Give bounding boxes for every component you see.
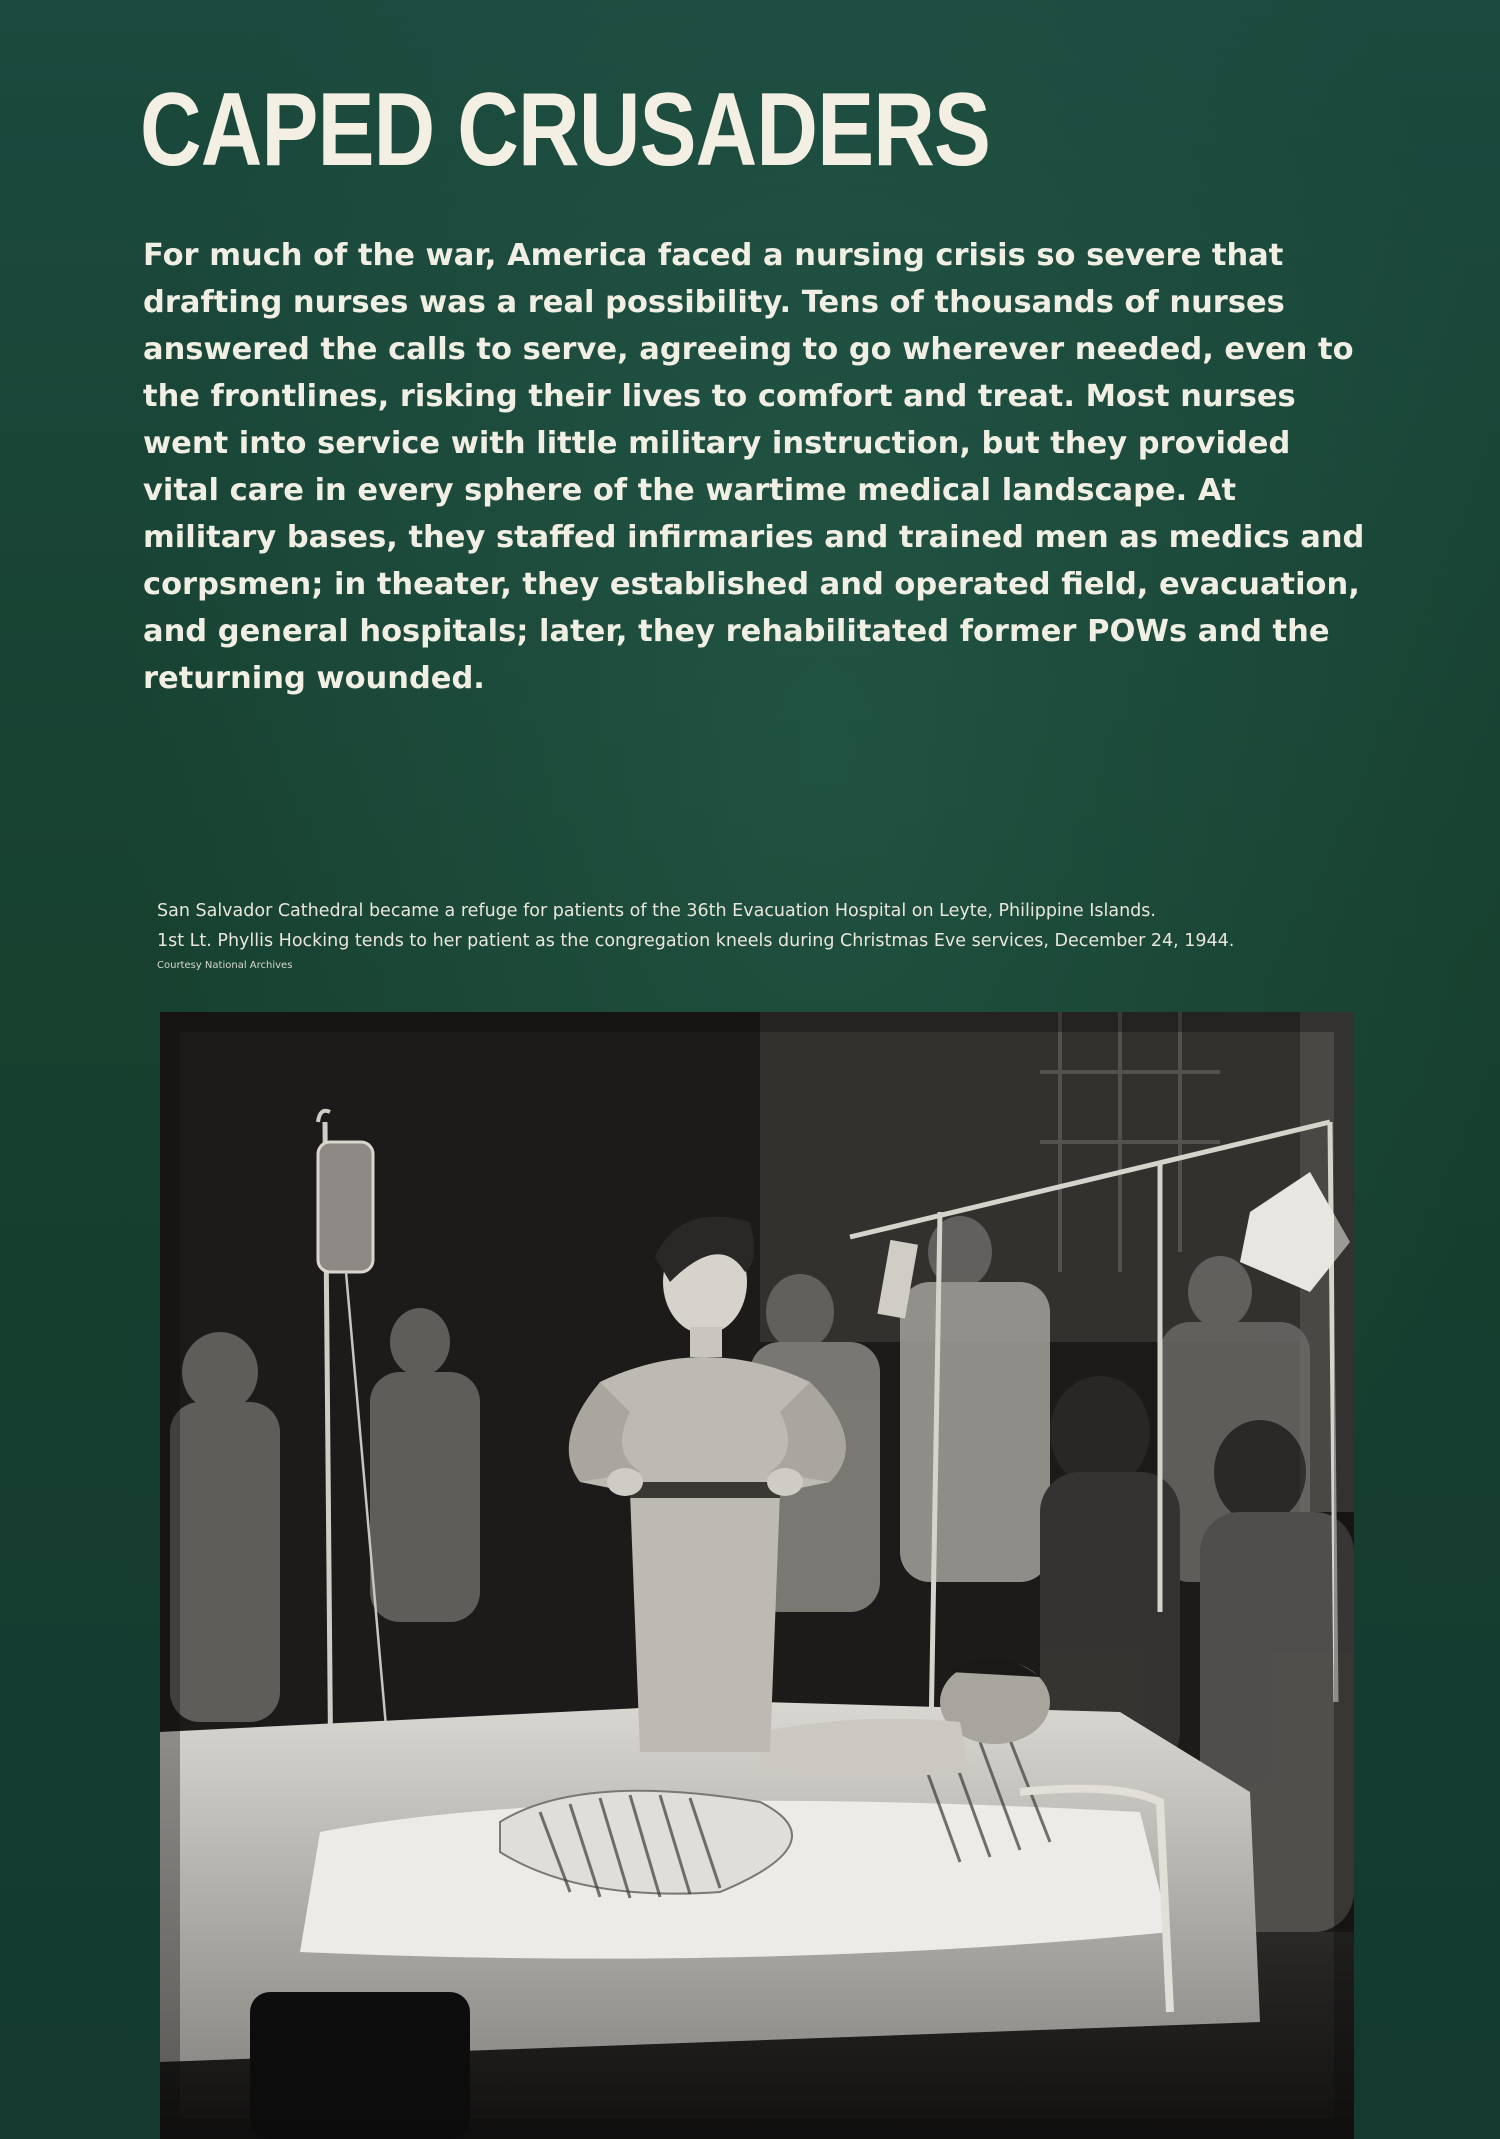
- caption-line-2: 1st Lt. Phyllis Hocking tends to her patient as the congregation kneels during Christmas Eve services, December 24, 1944.: [157, 931, 1235, 951]
- iv-bottle: [318, 1142, 373, 1272]
- panel-title: CAPED CRUSADERS: [140, 72, 991, 188]
- photo-credit: Courtesy National Archives: [157, 960, 293, 971]
- nurse-belt: [630, 1482, 780, 1498]
- panel-body-text: For much of the war, America faced a nursing crisis so severe that drafting nurses was a real possibility. Tens of thousands of nurses answered the calls to serve, agreeing to go wherever needed, even to the frontlines, risking their lives to comfort and treat. Most nurses went into service with little military instruction, but they provided vital care in every sphere of the wartime medical landscape. At military bases, they staffed infirmaries and trained men as medics and corpsmen; in theater, they established and operated field, evacuation, and general hospitals; later, they rehabilitated former POWs and the returning wounded.: [143, 238, 1365, 696]
- historical-photo: [160, 1012, 1354, 2139]
- photo-caption: [157, 896, 1357, 975]
- caption-line-1: San Salvador Cathedral became a refuge for patients of the 36th Evacuation Hospital on Leyte, Philippine Islands.: [157, 901, 1156, 921]
- background-wall: [760, 1012, 1354, 1342]
- photo-illustration: [160, 1012, 1354, 2139]
- dark-blanket: [250, 1992, 470, 2139]
